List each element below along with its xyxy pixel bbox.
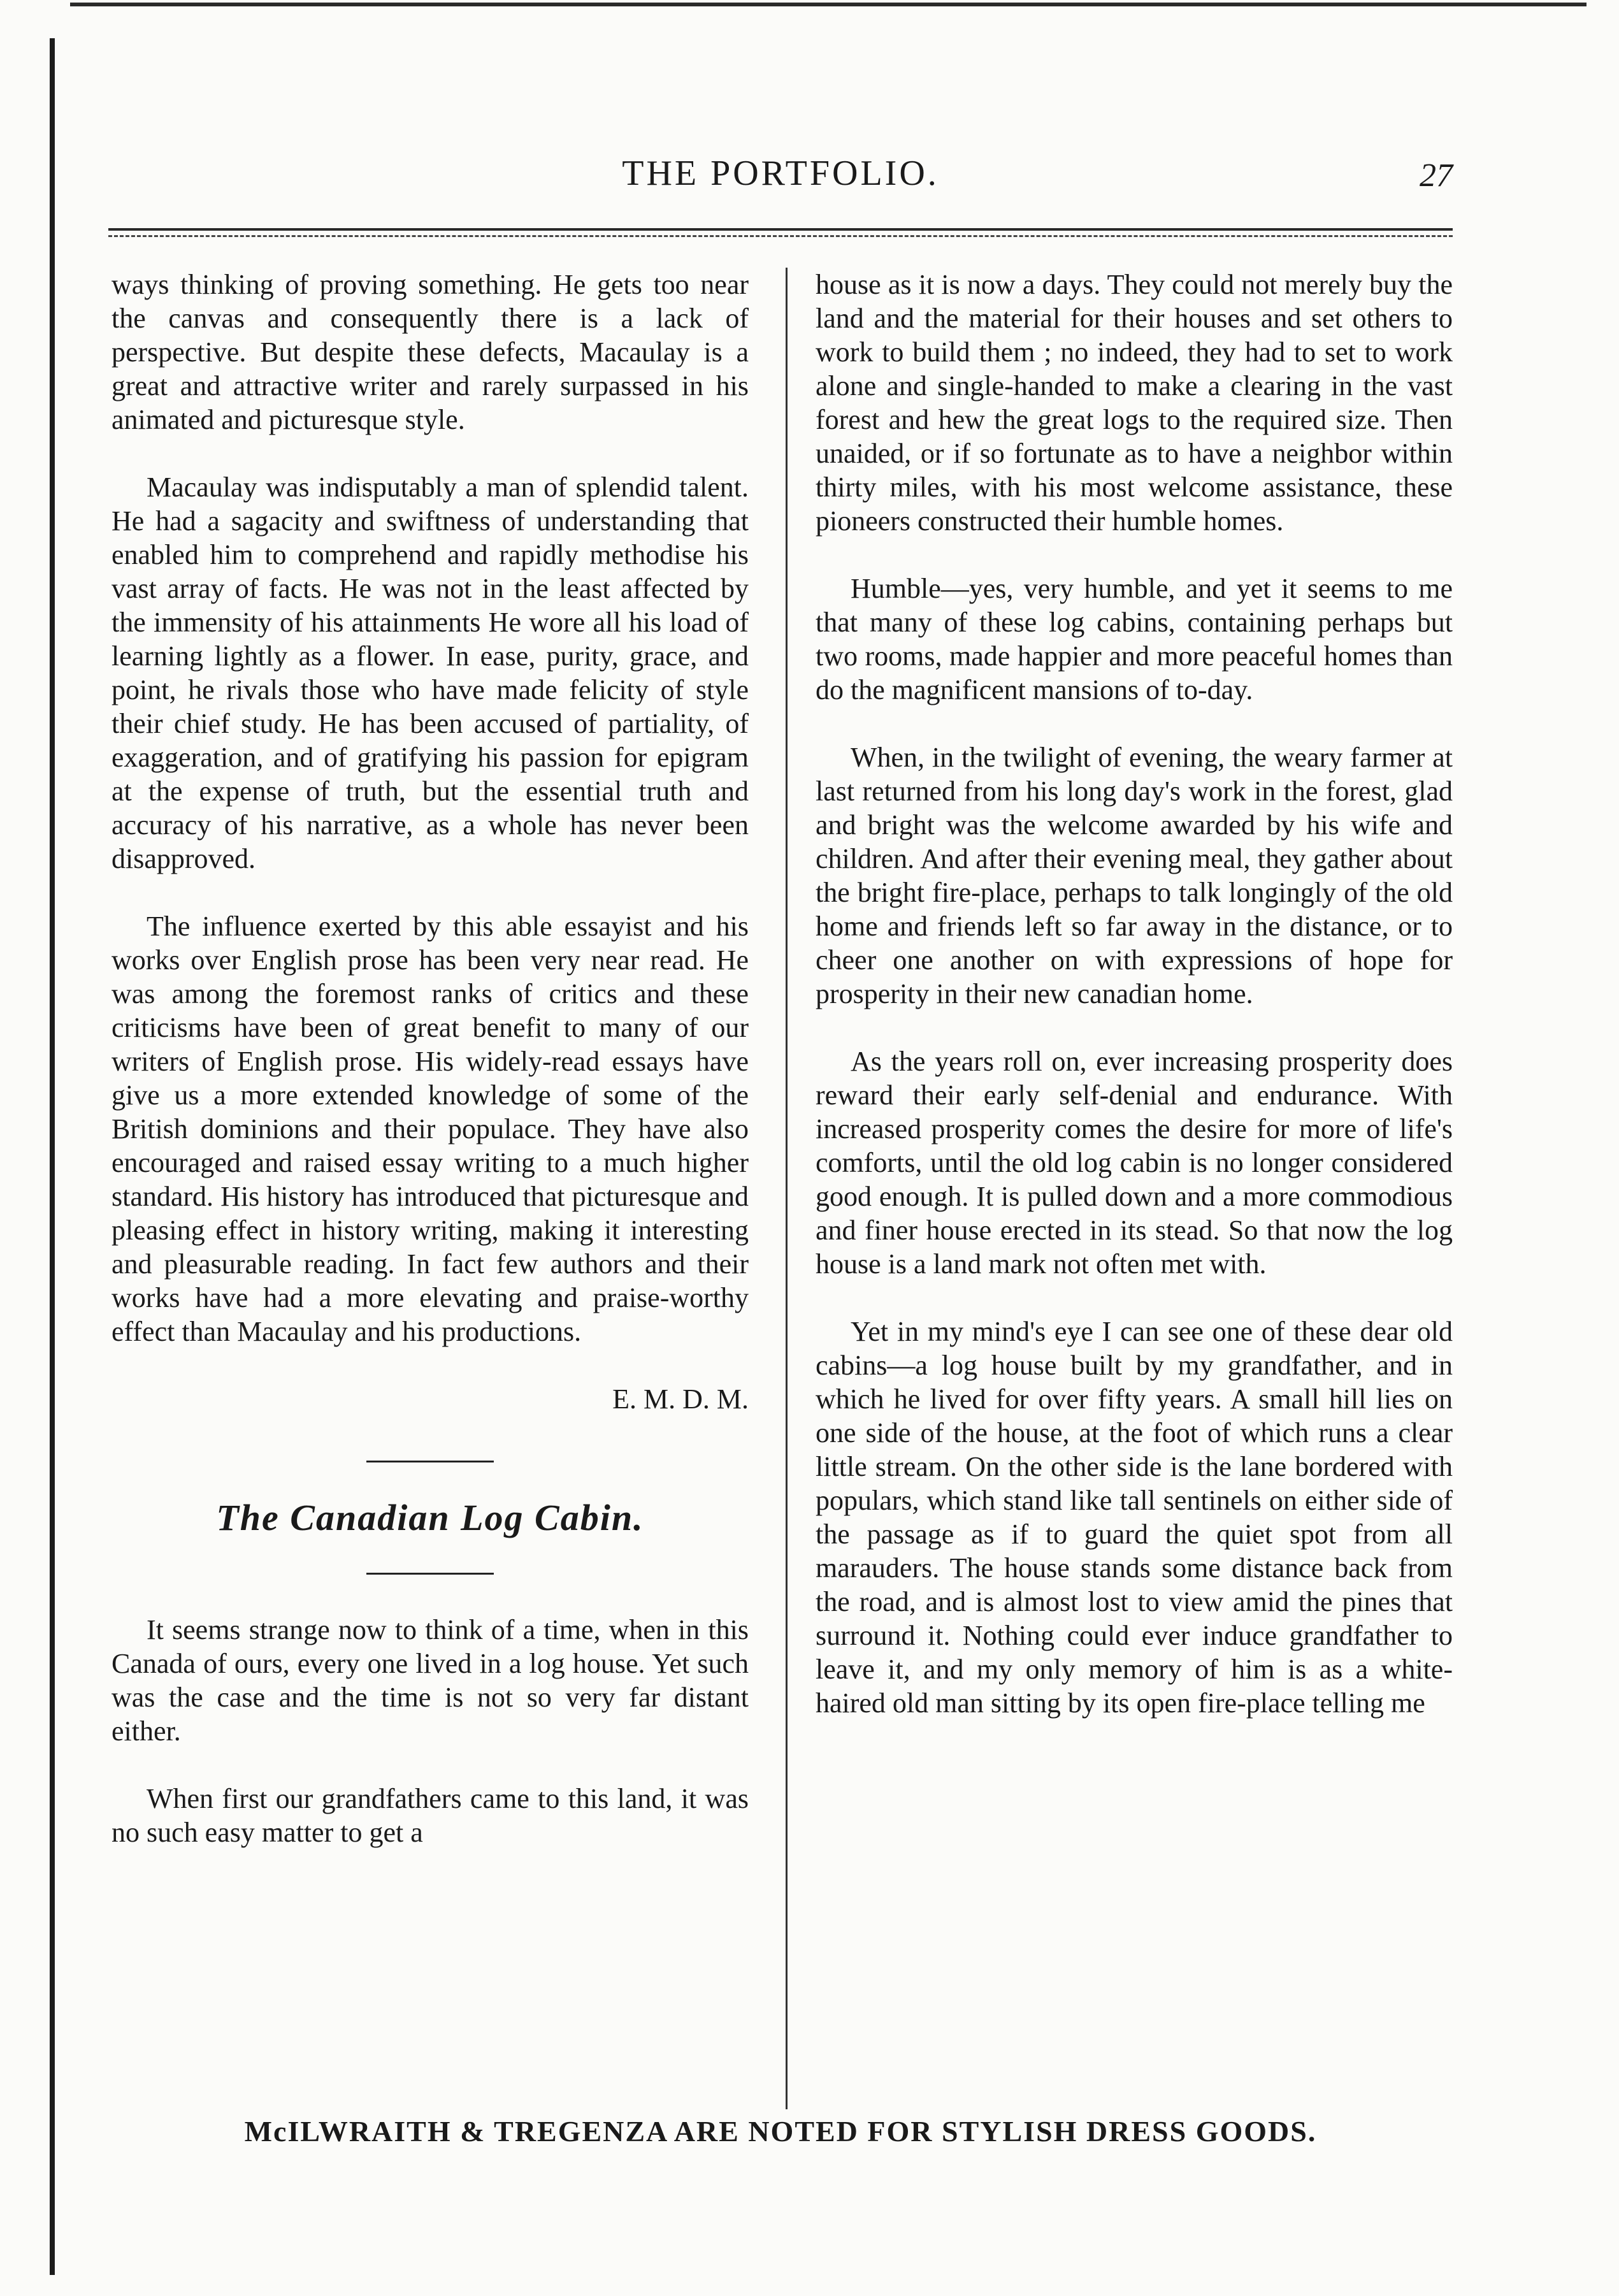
paragraph: It seems strange now to think of a time, when in this Canada of ours, every one lived in a log house. Yet such was the case and the time is not so very far distant either. bbox=[112, 1614, 749, 1747]
left-column bbox=[112, 268, 749, 2109]
paragraph: As the years roll on, ever increasing prosperity does reward their early self-denial and endurance. With increased prosperity comes the desire for more of life's comforts, until the old log cabin is no longer considered good enough. It is pulled down and a more commodious and finer house erected in its stead. So that now the log house is a land mark not often met with. bbox=[816, 1046, 1453, 1280]
paragraph: The influence exerted by this able essayist and his works over English prose has been very near read. He was among the foremost ranks of critics and these criticisms have been of great benefit to many of our writers of English prose. His widely-read essays have give us a more extended knowledge of some of the British dominions and their populace. They have also encouraged and raised essay writing to a much higher standard. His history has introduced that picturesque and pleasing effect in history writing, making it interesting and pleasurable reading. In fact few authors and their works have had a more elevating and praise-worthy effect than Macaulay and his productions. bbox=[112, 911, 749, 1347]
article-title: The Canadian Log Cabin. bbox=[216, 1497, 644, 1538]
paragraph: ways thinking of proving something. He gets too near the canvas and consequently there is a lack of perspective. But despite these defects, Macaulay is a great and attractive writer and rarely surpassed in his animated and picturesque style. bbox=[112, 269, 749, 435]
author-signature: E. M. D. M. bbox=[612, 1383, 749, 1415]
title-divider bbox=[366, 1573, 494, 1575]
footer-advertisement: McILWRAITH & TREGENZA ARE NOTED FOR STYLISH DRESS GOODS. bbox=[244, 2115, 1317, 2148]
header-rule bbox=[108, 228, 1453, 237]
paragraph: When, in the twilight of evening, the weary farmer at last returned from his long day's work in the forest, glad and bright was the welcome awarded by his wife and children. And after their evening meal, they gather about the bright fire-place, perhaps to talk longingly of the old home and friends left so far away in the distance, or to cheer one another on with expressions of hope for prosperity in their new canadian home. bbox=[816, 742, 1453, 1009]
paragraph: Yet in my mind's eye I can see one of these dear old cabins—a log house built by my grandfather, and in which he lived for over fifty years. A small hill lies on one side of the house, at the foot of which runs a clear little stream. On the other side is the lane bordered with populars, which stand like tall sentinels on either side of the passage as if to guard the quiet spot from all marauders. The house stands some distance back from the road, and is almost lost to view amid the pines that surround it. Nothing could ever induce grandfather to leave it, and my only memory of him is as a white-haired old man sitting by its open fire-place telling me bbox=[816, 1316, 1453, 1719]
right-column bbox=[816, 268, 1453, 2109]
paragraph: Macaulay was indisputably a man of splendid talent. He had a sagacity and swiftness of understanding that enabled him to comprehend and rapidly methodise his vast array of facts. He was not in the least affected by the immensity of his attainments He wore all his load of learning lightly as a flower. In ease, purity, grace, and point, he rivals those who have made felicity of style their chief study. He has been accused of partiality, of exaggeration, and of gratifying his passion for epigram at the expense of truth, but the essential truth and accuracy of his narrative, as a whole has never been disapproved. bbox=[112, 472, 749, 874]
paragraph: When first our grandfathers came to this land, it was no such easy matter to get a bbox=[112, 1783, 749, 1848]
section-divider bbox=[366, 1461, 494, 1462]
page-header bbox=[108, 153, 1453, 210]
top-border-rule bbox=[70, 3, 1587, 6]
running-title: THE PORTFOLIO. bbox=[622, 154, 939, 193]
page-number: 27 bbox=[1420, 157, 1453, 194]
page-spine-edge bbox=[50, 38, 55, 2275]
paragraph: house as it is now a days. They could not merely buy the land and the material for their houses and set others to work to build them ; no indeed, they had to set to work alone and single-handed to make a clearing in the vast forest and hew the great logs to the required size. Then unaided, or if so fortunate as to have a neighbor within thirty miles, with his most welcome assistance, these pioneers constructed their humble homes. bbox=[816, 269, 1453, 537]
column-divider bbox=[786, 268, 788, 2109]
paragraph: Humble—yes, very humble, and yet it seems to me that many of these log cabins, containing perhaps but two rooms, made happier and more peaceful homes than do the magnificent mansions of to-day. bbox=[816, 573, 1453, 705]
